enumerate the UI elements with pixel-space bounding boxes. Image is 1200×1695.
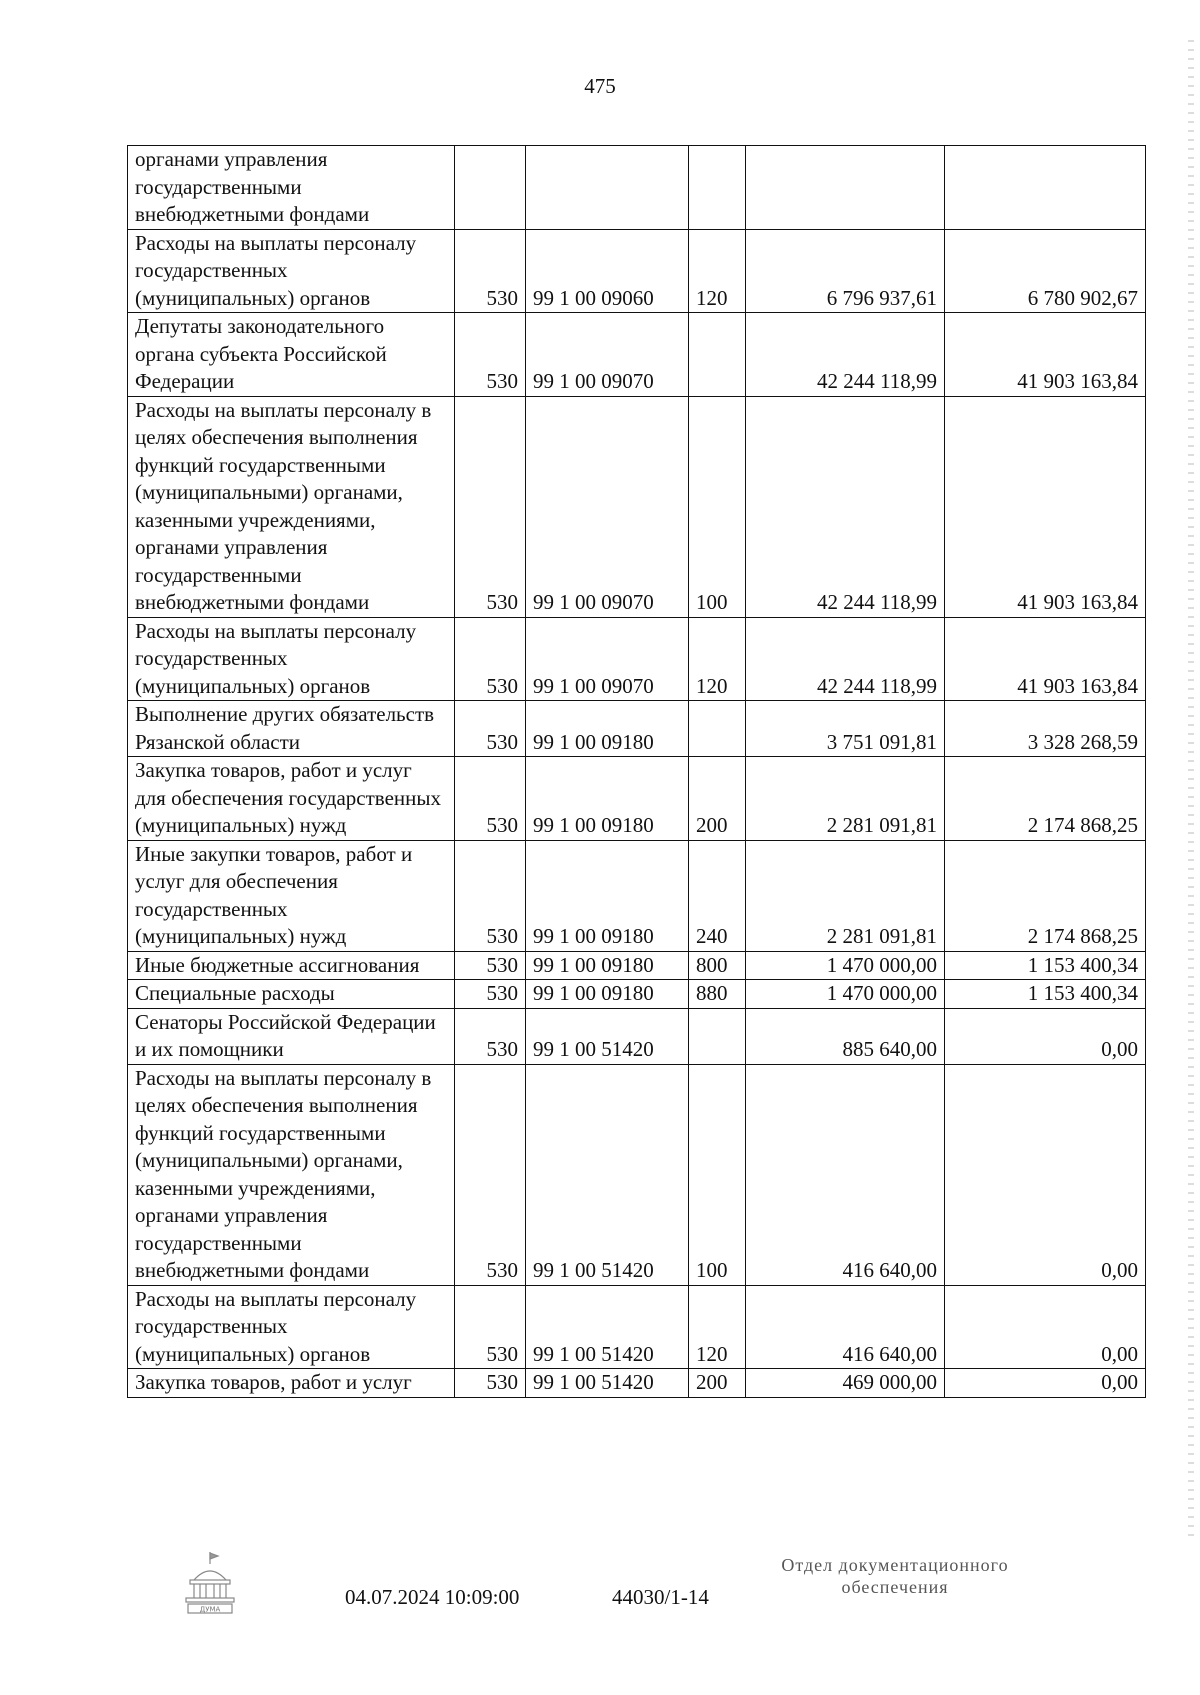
expense-type-cell: 120 xyxy=(689,617,746,701)
executed-amount-cell: 0,00 xyxy=(945,1064,1146,1285)
expense-type-cell: 880 xyxy=(689,980,746,1009)
expense-type-cell xyxy=(689,1008,746,1064)
admin-code-cell: 530 xyxy=(455,313,526,397)
row-name-cell: Специальные расходы xyxy=(128,980,455,1009)
target-article-cell: 99 1 00 09180 xyxy=(526,701,689,757)
footer-document-number: 44030/1-14 xyxy=(612,1585,709,1609)
expense-type-cell xyxy=(689,313,746,397)
planned-amount-cell: 469 000,00 xyxy=(746,1369,945,1398)
admin-code-cell: 530 xyxy=(455,951,526,980)
planned-amount-cell: 416 640,00 xyxy=(746,1285,945,1369)
row-name-cell: органами управления государственными внебюджетными фондами xyxy=(128,146,455,230)
row-name-cell: Расходы на выплаты персоналу государственных (муниципальных) органов xyxy=(128,617,455,701)
target-article-cell: 99 1 00 09180 xyxy=(526,951,689,980)
parliament-building-logo-icon xyxy=(178,1550,242,1614)
row-name-cell: Расходы на выплаты персоналу в целях обеспечения выполнения функций государственными (муниципальными) органами, казенными учреждениями, органами управления государственными внебюджетными фондами xyxy=(128,1064,455,1285)
logo-text: ДУМА xyxy=(199,1605,221,1614)
row-name-cell: Выполнение других обязательств Рязанской области xyxy=(128,701,455,757)
target-article-cell: 99 1 00 51420 xyxy=(526,1008,689,1064)
executed-amount-cell: 41 903 163,84 xyxy=(945,617,1146,701)
admin-code-cell: 530 xyxy=(455,396,526,617)
row-name-cell: Расходы на выплаты персоналу государственных (муниципальных) органов xyxy=(128,229,455,313)
department-stamp xyxy=(730,1554,1060,1598)
target-article-cell xyxy=(526,146,689,230)
planned-amount-cell: 2 281 091,81 xyxy=(746,840,945,951)
expense-type-cell: 240 xyxy=(689,840,746,951)
target-article-cell: 99 1 00 09180 xyxy=(526,757,689,841)
planned-amount-cell: 42 244 118,99 xyxy=(746,396,945,617)
scan-edge-marks xyxy=(1188,40,1194,1540)
planned-amount-cell xyxy=(746,146,945,230)
table-row xyxy=(128,229,1146,313)
table-row xyxy=(128,146,1146,230)
row-name-cell: Расходы на выплаты персоналу в целях обеспечения выполнения функций государственными (муниципальными) органами, казенными учреждениями, органами управления государственными внебюджетными фондами xyxy=(128,396,455,617)
budget-table xyxy=(127,145,1146,1398)
target-article-cell: 99 1 00 09070 xyxy=(526,617,689,701)
expense-type-cell: 100 xyxy=(689,1064,746,1285)
executed-amount-cell: 6 780 902,67 xyxy=(945,229,1146,313)
admin-code-cell: 530 xyxy=(455,617,526,701)
executed-amount-cell: 1 153 400,34 xyxy=(945,951,1146,980)
table-row xyxy=(128,840,1146,951)
target-article-cell: 99 1 00 51420 xyxy=(526,1369,689,1398)
planned-amount-cell: 1 470 000,00 xyxy=(746,951,945,980)
executed-amount-cell: 41 903 163,84 xyxy=(945,313,1146,397)
executed-amount-cell: 1 153 400,34 xyxy=(945,980,1146,1009)
table-row xyxy=(128,757,1146,841)
table-row xyxy=(128,980,1146,1009)
planned-amount-cell: 42 244 118,99 xyxy=(746,617,945,701)
admin-code-cell: 530 xyxy=(455,757,526,841)
target-article-cell: 99 1 00 09070 xyxy=(526,396,689,617)
target-article-cell: 99 1 00 09070 xyxy=(526,313,689,397)
footer-date: 04.07.2024 10:09:00 xyxy=(345,1585,520,1609)
row-name-cell: Депутаты законодательного органа субъекта Российской Федерации xyxy=(128,313,455,397)
planned-amount-cell: 416 640,00 xyxy=(746,1064,945,1285)
executed-amount-cell: 3 328 268,59 xyxy=(945,701,1146,757)
stamp-line-1: Отдел документационного xyxy=(781,1555,1009,1575)
planned-amount-cell: 3 751 091,81 xyxy=(746,701,945,757)
planned-amount-cell: 1 470 000,00 xyxy=(746,980,945,1009)
target-article-cell: 99 1 00 51420 xyxy=(526,1064,689,1285)
executed-amount-cell: 0,00 xyxy=(945,1008,1146,1064)
admin-code-cell: 530 xyxy=(455,229,526,313)
admin-code-cell: 530 xyxy=(455,980,526,1009)
table-row xyxy=(128,1285,1146,1369)
row-name-cell: Сенаторы Российской Федерации и их помощники xyxy=(128,1008,455,1064)
admin-code-cell: 530 xyxy=(455,1285,526,1369)
admin-code-cell: 530 xyxy=(455,1008,526,1064)
expense-type-cell: 200 xyxy=(689,757,746,841)
expense-type-cell: 200 xyxy=(689,1369,746,1398)
table-row xyxy=(128,951,1146,980)
planned-amount-cell: 42 244 118,99 xyxy=(746,313,945,397)
expense-type-cell: 100 xyxy=(689,396,746,617)
table-row xyxy=(128,396,1146,617)
admin-code-cell: 530 xyxy=(455,701,526,757)
row-name-cell: Закупка товаров, работ и услуг для обеспечения государственных (муниципальных) нужд xyxy=(128,757,455,841)
admin-code-cell: 530 xyxy=(455,1369,526,1398)
executed-amount-cell: 2 174 868,25 xyxy=(945,757,1146,841)
expense-type-cell: 800 xyxy=(689,951,746,980)
expense-type-cell xyxy=(689,146,746,230)
executed-amount-cell: 41 903 163,84 xyxy=(945,396,1146,617)
executed-amount-cell: 0,00 xyxy=(945,1285,1146,1369)
target-article-cell: 99 1 00 09060 xyxy=(526,229,689,313)
target-article-cell: 99 1 00 09180 xyxy=(526,980,689,1009)
row-name-cell: Расходы на выплаты персоналу государственных (муниципальных) органов xyxy=(128,1285,455,1369)
row-name-cell: Иные закупки товаров, работ и услуг для обеспечения государственных (муниципальных) нужд xyxy=(128,840,455,951)
table-row xyxy=(128,1369,1146,1398)
admin-code-cell: 530 xyxy=(455,1064,526,1285)
planned-amount-cell: 2 281 091,81 xyxy=(746,757,945,841)
row-name-cell: Иные бюджетные ассигнования xyxy=(128,951,455,980)
target-article-cell: 99 1 00 51420 xyxy=(526,1285,689,1369)
table-row xyxy=(128,617,1146,701)
table-row xyxy=(128,1008,1146,1064)
expense-type-cell: 120 xyxy=(689,1285,746,1369)
expense-type-cell: 120 xyxy=(689,229,746,313)
admin-code-cell: 530 xyxy=(455,840,526,951)
executed-amount-cell: 2 174 868,25 xyxy=(945,840,1146,951)
planned-amount-cell: 885 640,00 xyxy=(746,1008,945,1064)
stamp-line-2: обеспечения xyxy=(841,1577,949,1597)
executed-amount-cell xyxy=(945,146,1146,230)
admin-code-cell xyxy=(455,146,526,230)
target-article-cell: 99 1 00 09180 xyxy=(526,840,689,951)
planned-amount-cell: 6 796 937,61 xyxy=(746,229,945,313)
table-row xyxy=(128,1064,1146,1285)
row-name-cell: Закупка товаров, работ и услуг xyxy=(128,1369,455,1398)
page-number: 475 xyxy=(584,74,616,98)
table-row xyxy=(128,313,1146,397)
expense-type-cell xyxy=(689,701,746,757)
table-row xyxy=(128,701,1146,757)
executed-amount-cell: 0,00 xyxy=(945,1369,1146,1398)
